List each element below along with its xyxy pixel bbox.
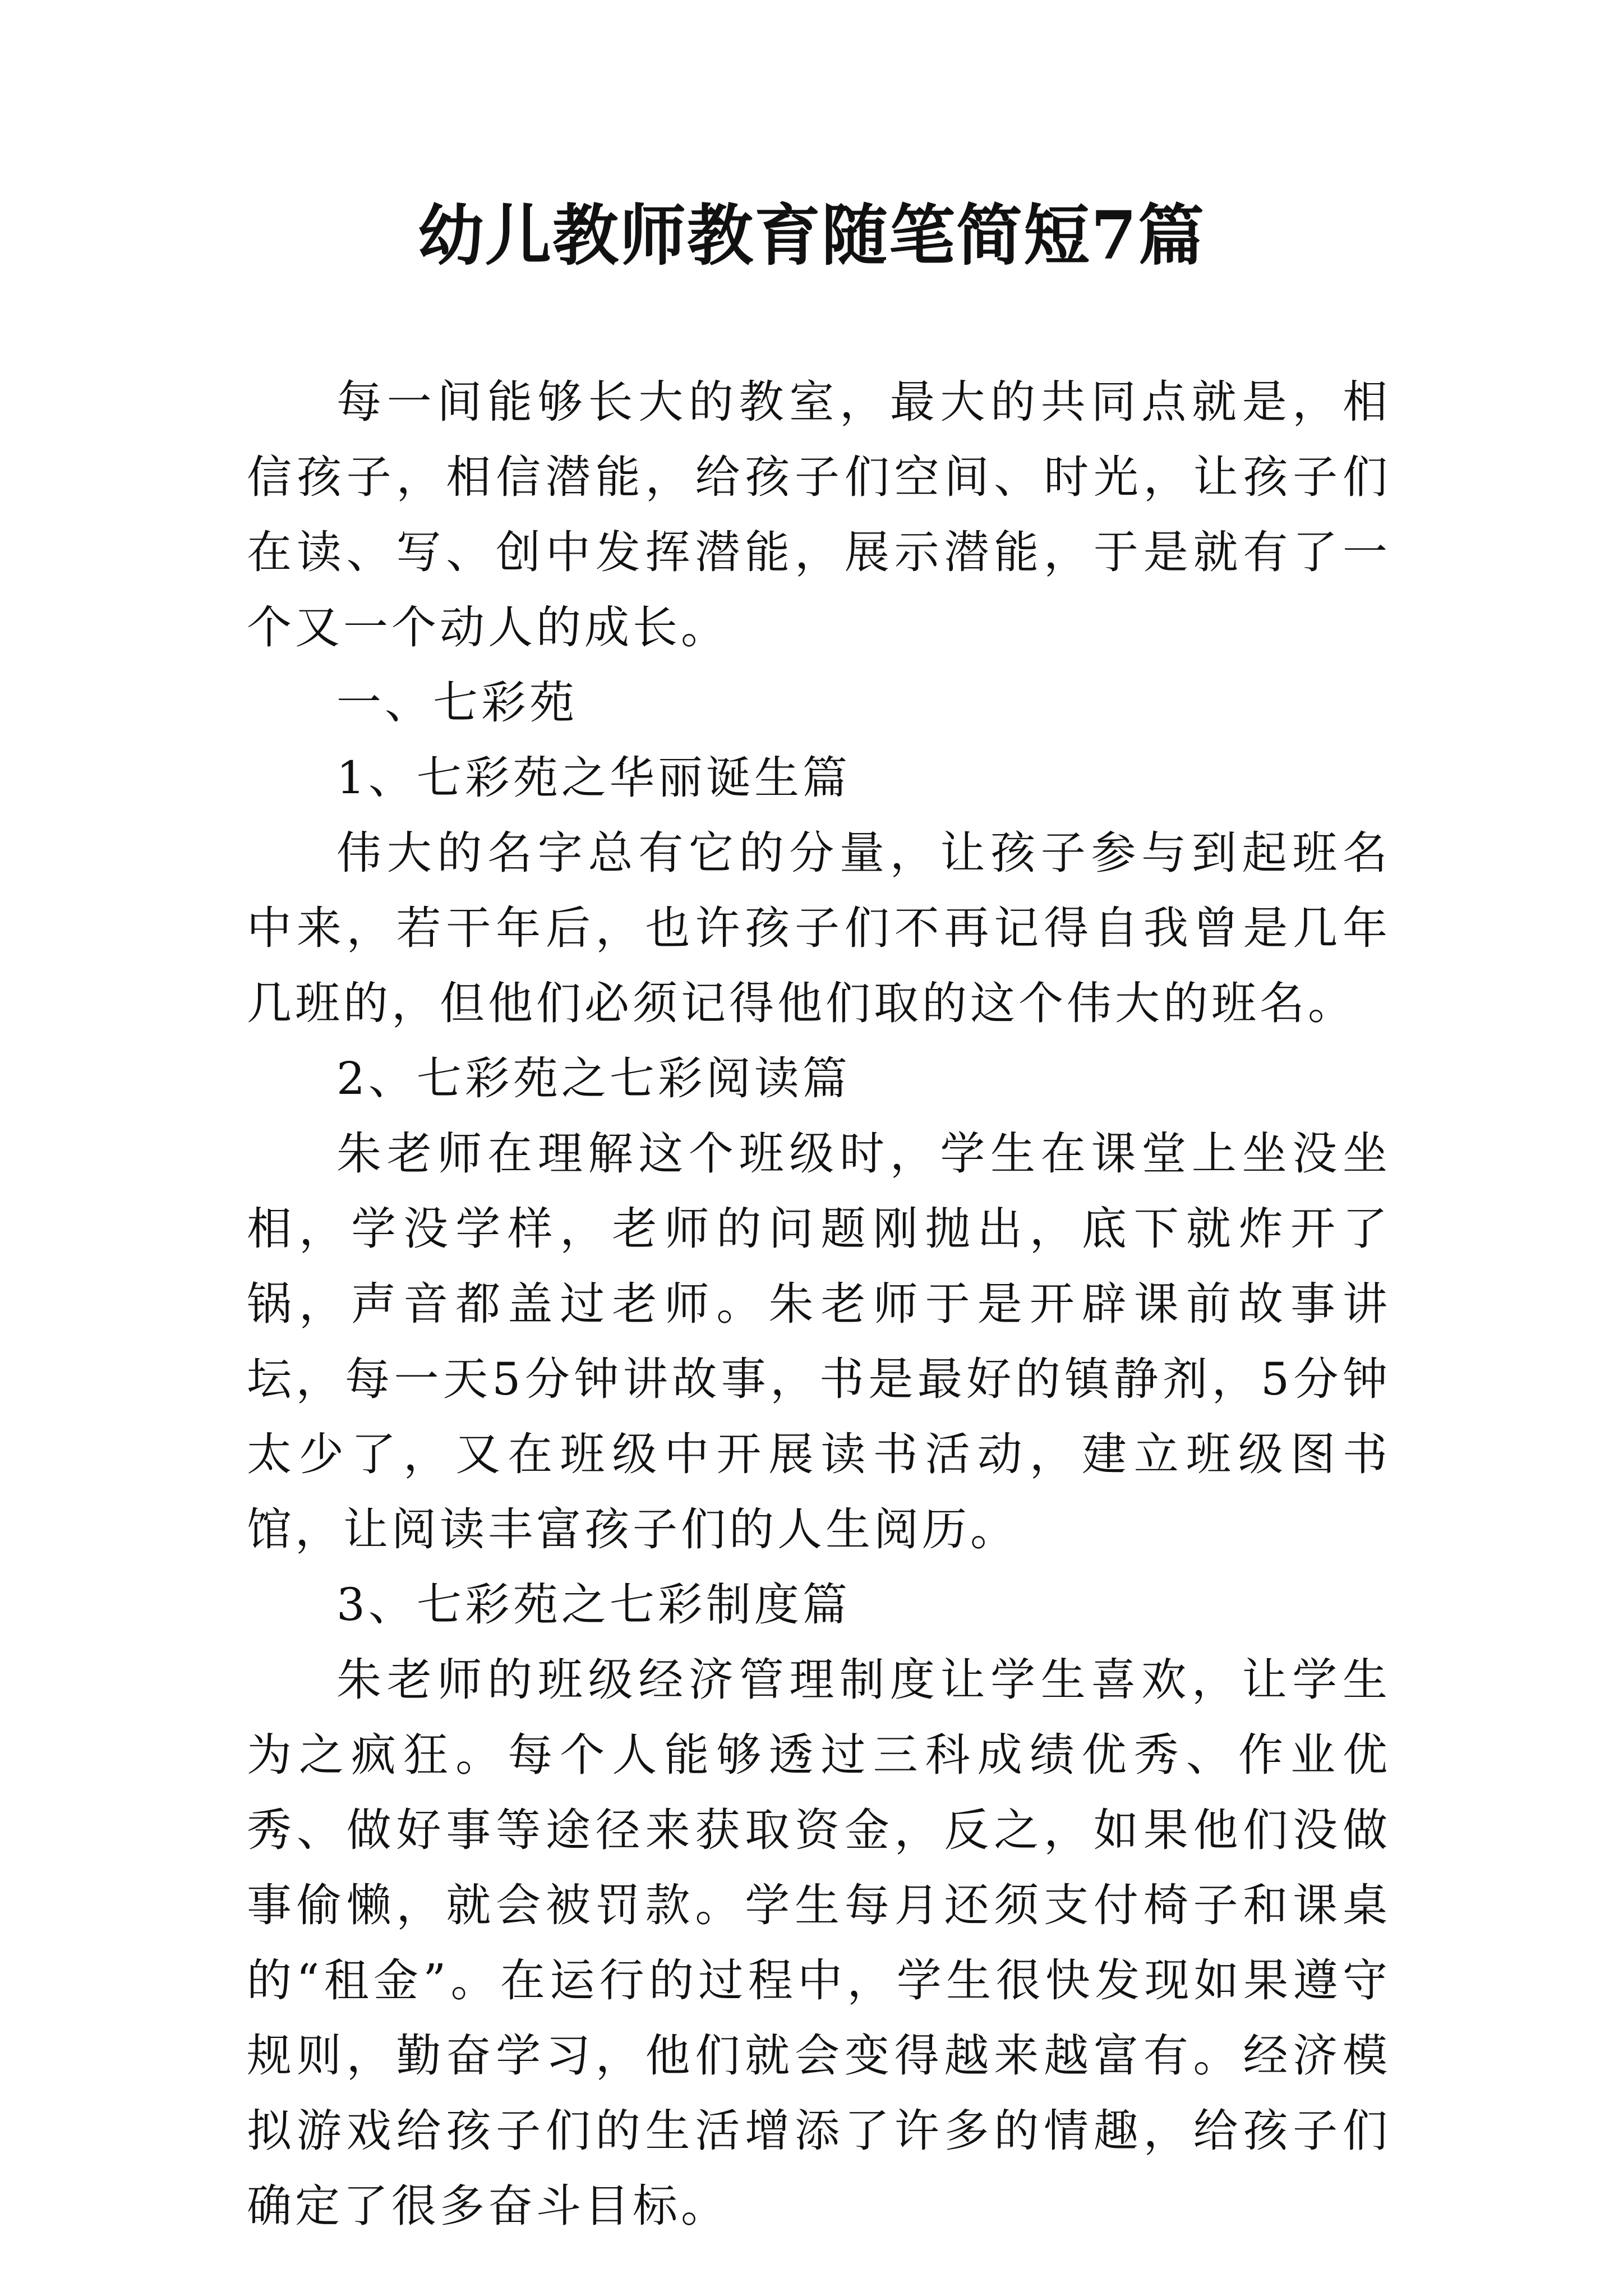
paragraph-reading: 朱老师在理解这个班级时，学生在课堂上坐没坐相，学没学样，老师的问题刚抛出，底下就炸开了锅，声音都盖过老师。朱老师于是开辟课前故事讲坛，每一天5分钟讲故事，书是最好的镇静剂，5分钟太少了，又在班级中开展读书活动，建立班级图书馆，让阅读丰富孩子们的人生阅历。 <box>247 1128 1391 1556</box>
paragraph-intro: 每一间能够长大的教室，最大的共同点就是，相信孩子，相信潜能，给孩子们空间、时光，让孩子们在读、写、创中发挥潜能，展示潜能，于是就有了一个又一个动人的成长。 <box>247 376 1391 654</box>
document-title: 幼儿教师教育随笔简短7篇 <box>417 196 1206 274</box>
section-heading-qicaiyuan: 一、七彩苑 <box>336 677 578 729</box>
subsection-heading-1: 1、七彩苑之华丽诞生篇 <box>336 752 851 804</box>
subsection-heading-2: 2、七彩苑之七彩阅读篇 <box>336 1052 851 1105</box>
document-body <box>247 365 1391 2244</box>
paragraph-class-name: 伟大的名字总有它的分量，让孩子参与到起班名中来，若干年后，也许孩子们不再记得自我曾是几年几班的，但他们必须记得他们取的这个伟大的班名。 <box>247 827 1391 1029</box>
paragraph-system: 朱老师的班级经济管理制度让学生喜欢，让学生为之疯狂。每个人能够透过三科成绩优秀、作业优秀、做好事等途径来获取资金，反之，如果他们没做事偷懒，就会被罚款。学生每月还须支付椅子和课桌的“租金”。在运行的过程中，学生很快发现如果遵守规则，勤奋学习，他们就会变得越来越富有。经济模拟游戏给孩子们的生活增添了许多的情趣，给孩子们确定了很多奋斗目标。 <box>247 1654 1391 2232</box>
subsection-heading-3: 3、七彩苑之七彩制度篇 <box>336 1579 851 1631</box>
